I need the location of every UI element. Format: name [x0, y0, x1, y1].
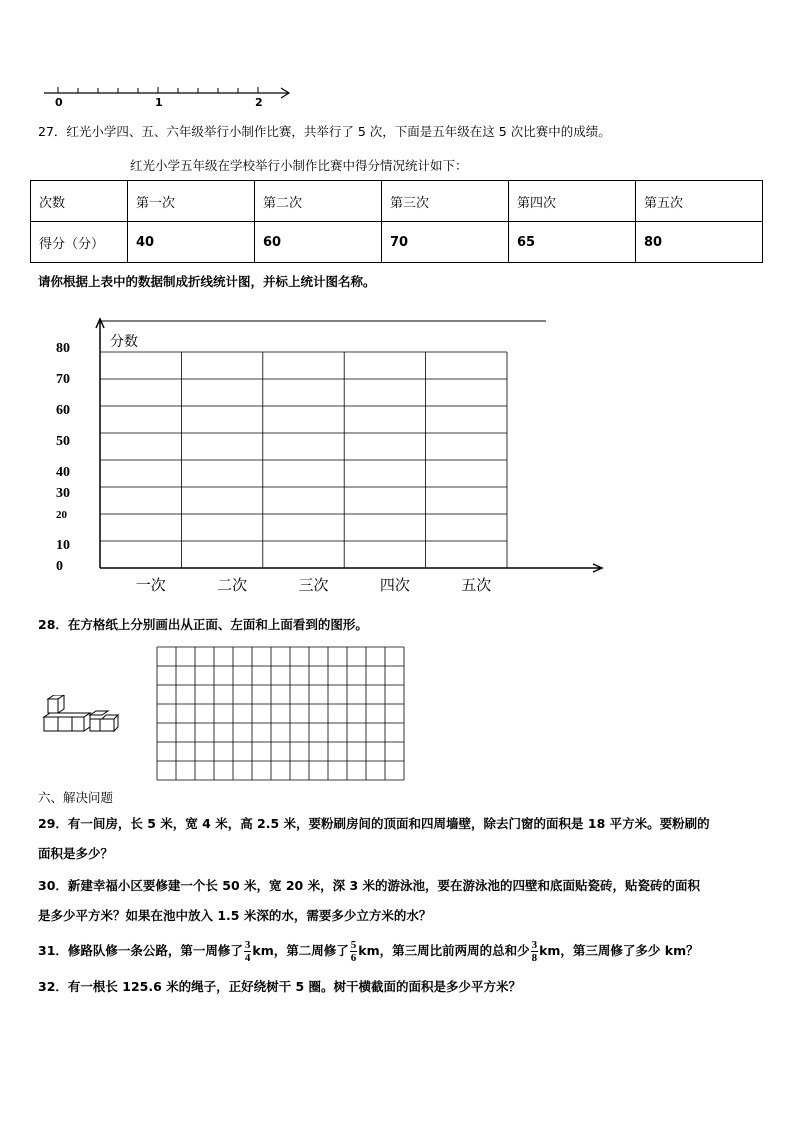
table-cell: 次数	[31, 181, 128, 222]
x-tick-label: 四次	[379, 576, 410, 594]
fraction-3-4: $\frac{3}{4}$	[244, 939, 251, 964]
y-tick-label: 60	[56, 403, 70, 418]
q29-line2: 面积是多少？	[38, 846, 114, 861]
table-cell: 第一次	[128, 181, 255, 222]
table-cell: 第二次	[255, 181, 382, 222]
x-tick-label: 一次	[135, 576, 166, 594]
number-line-label-0: 0	[55, 96, 63, 109]
y-tick-label: 0	[56, 559, 63, 574]
score-table	[30, 180, 763, 263]
y-tick-label: 70	[56, 372, 70, 387]
q27-instruction: 请你根据上表中的数据制成折线统计图，并标上统计图名称。	[38, 274, 376, 289]
drawing-grid-paper	[156, 646, 406, 782]
y-tick-label: 40	[56, 465, 70, 480]
table-cell: 第三次	[382, 181, 509, 222]
table-header-row	[31, 181, 763, 222]
y-tick-label: 80	[56, 341, 70, 356]
number-line-label-1: 1	[155, 96, 163, 109]
x-tick-label: 三次	[298, 576, 329, 594]
q31-part2: km，第二周修了	[252, 943, 349, 958]
fraction-3-8: $\frac{3}{8}$	[531, 939, 538, 964]
x-tick-label: 二次	[217, 576, 248, 594]
blank-line-chart	[0, 300, 640, 600]
table-cell: 40	[128, 222, 255, 263]
q32-text: 32．有一根长 125.6 米的绳子，正好绕树干 5 圈。树干横截面的面积是多少平方米？	[38, 979, 522, 994]
q27-table-title: 红光小学五年级在学校举行小制作比赛中得分情况统计如下：	[130, 158, 468, 173]
table-cell: 80	[636, 222, 763, 263]
section-title: 六、解决问题	[38, 790, 114, 805]
table-cell: 得分（分）	[31, 222, 128, 263]
q29-line1: 29．有一间房，长 5 米，宽 4 米，高 2.5 米，要粉刷房间的顶面和四周墙壁，除去门窗的面积是 18 平方米。要粉刷的	[38, 816, 710, 831]
table-cell: 70	[382, 222, 509, 263]
table-cell: 第四次	[509, 181, 636, 222]
q31-part1: 31．修路队修一条公路，第一周修了	[38, 943, 243, 958]
table-cell: 65	[509, 222, 636, 263]
q30-line2: 是多少平方米？如果在池中放入 1.5 米深的水，需要多少立方米的水？	[38, 908, 432, 923]
y-axis-label: 分数	[110, 334, 138, 350]
q28-text: 28．在方格纸上分别画出从正面、左面和上面看到的图形。	[38, 617, 368, 632]
fraction-5-6: $\frac{5}{6}$	[350, 939, 357, 964]
y-tick-label: 10	[56, 538, 70, 553]
y-tick-label: 50	[56, 434, 70, 449]
table-cell: 第五次	[636, 181, 763, 222]
y-tick-label: 30	[56, 486, 70, 501]
number-line-label-2: 2	[255, 96, 263, 109]
cube-stack-figure	[40, 695, 122, 737]
q31-part3: km，第三周比前两周的总和少	[358, 943, 530, 958]
y-tick-label: 20	[56, 509, 67, 521]
table-cell: 60	[255, 222, 382, 263]
number-line	[38, 84, 298, 110]
q30-line1: 30．新建幸福小区要修建一个长 50 米，宽 20 米，深 3 米的游泳池，要在游泳池的四壁和底面贴瓷砖，贴瓷砖的面积	[38, 878, 700, 893]
x-tick-label: 五次	[461, 576, 492, 594]
q31-part4: km，第三周修了多少 km？	[539, 943, 699, 958]
q31-text	[38, 935, 699, 967]
q27-text: 27．红光小学四、五、六年级举行小制作比赛，共举行了 5 次，下面是五年级在这 5 次比赛中的成绩。	[38, 124, 611, 139]
table-row	[31, 222, 763, 263]
